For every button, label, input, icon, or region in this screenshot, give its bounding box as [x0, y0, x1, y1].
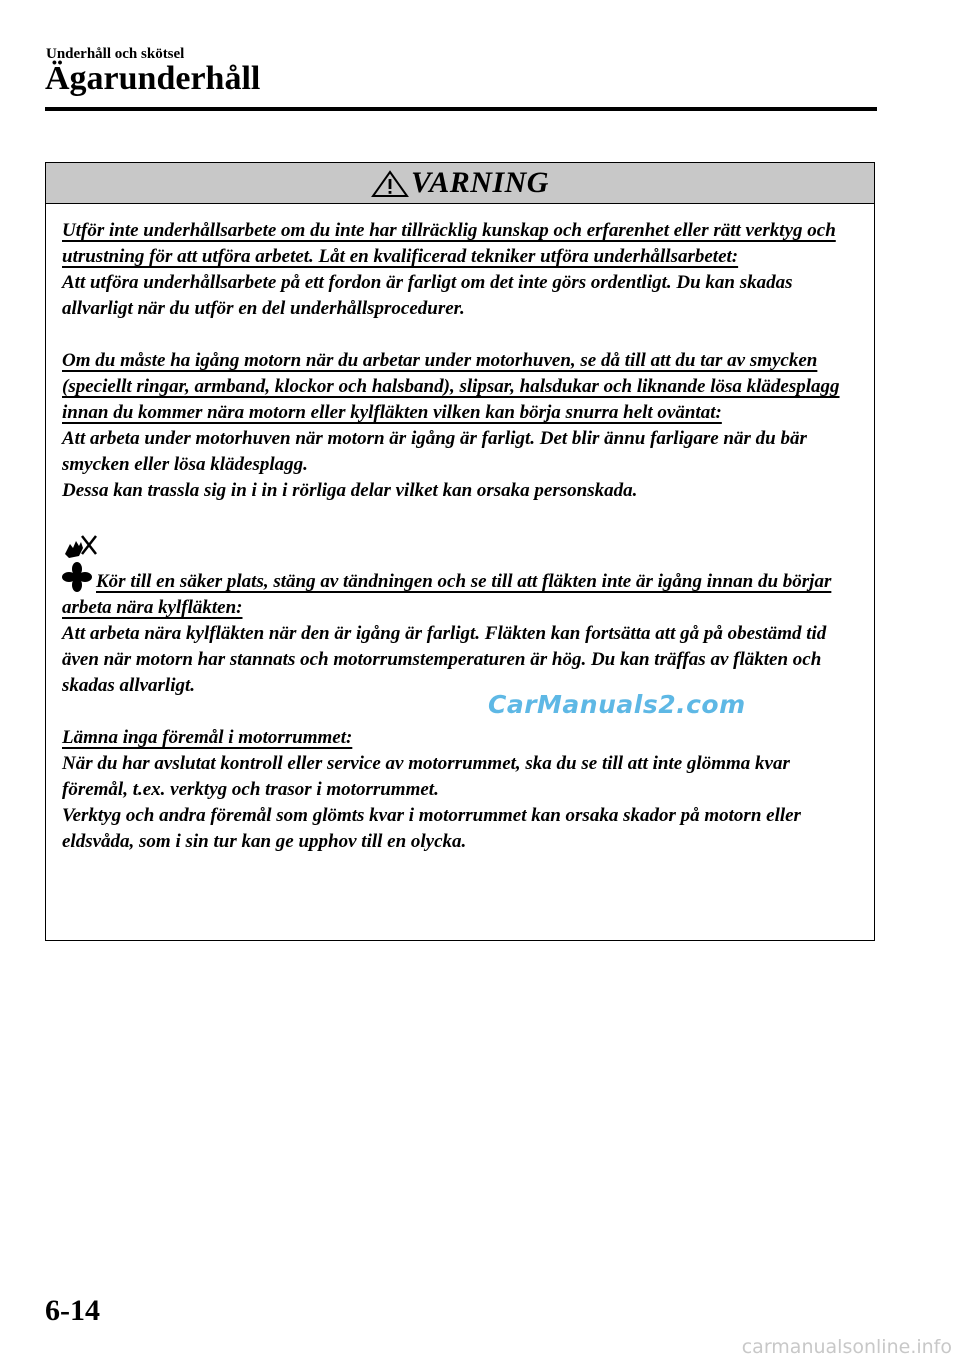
- title-rule: [45, 107, 877, 111]
- page-number: 6-14: [45, 1294, 100, 1327]
- footer-site-link[interactable]: carmanualsonline.info: [741, 1336, 952, 1358]
- warning-text-1: Att utföra underhållsarbete på ett fordon är farligt om det inte görs ordentligt. Du kan skadas allvarligt när du utför en del underhållsprocedurer.: [62, 272, 793, 319]
- warning-header: [46, 163, 874, 204]
- cooling-fan-icon: [62, 562, 92, 592]
- warning-text-4b: Verktyg och andra föremål som glömts kvar i motorrummet kan orsaka skador på motorn eller eldsvåda, som i sin tur kan ge upphov till en olycka.: [62, 805, 801, 852]
- warning-body: [46, 204, 874, 855]
- warning-heading-3: Kör till en säker plats, stäng av tändningen och se till att fläkten inte är igång innan du börjar arbeta nära kylfläkten:: [62, 571, 832, 618]
- page-title: Ägarunderhåll: [45, 60, 261, 97]
- warning-triangle-icon: [371, 170, 409, 198]
- section-label: Underhåll och skötsel: [46, 46, 185, 62]
- no-hand-icon-row: [62, 532, 858, 562]
- warning-heading-1: Utför inte underhållsarbete om du inte har tillräcklig kunskap och erfarenhet eller rätt verktyg och utrustning för att utföra arbetet. Låt en kvalificerad tekniker utföra underhållsarbetet:: [62, 220, 836, 267]
- warning-text-4a: När du har avslutat kontroll eller service av motorrummet, ska du se till att inte glömma kvar föremål, t.ex. verktyg och trasor i motorrummet.: [62, 753, 790, 800]
- warning-heading-2: Om du måste ha igång motorn när du arbetar under motorhuven, se då till att du tar av smycken (speciellt ringar, armband, klockor och halsband), slipsar, halsdukar och liknande lösa klädesplagg innan du kommer nära motorn eller kylfläkten vilken kan börja snurra helt oväntat:: [62, 350, 840, 423]
- warning-text-2b: Dessa kan trassla sig in i in i rörliga delar vilket kan orsaka personskada.: [62, 480, 638, 501]
- no-hand-fan-icon: [62, 532, 98, 562]
- warning-heading-4: Lämna inga föremål i motorrummet:: [62, 727, 353, 748]
- warning-text-2a: Att arbeta under motorhuven när motorn är igång är farligt. Det blir ännu farligare när du bär smycken eller lösa klädesplagg.: [62, 428, 807, 475]
- warning-title: VARNING: [411, 166, 549, 199]
- watermark: CarManuals2.com: [488, 690, 746, 719]
- warning-box: [45, 162, 875, 941]
- warning-text-3: Att arbeta nära kylfläkten när den är igång är farligt. Fläkten kan fortsätta att gå på obestämd tid även när motorn har stannats och motorrumstemperaturen är hög. Du kan träffas av fläkten och skadas allvarligt.: [62, 623, 827, 696]
